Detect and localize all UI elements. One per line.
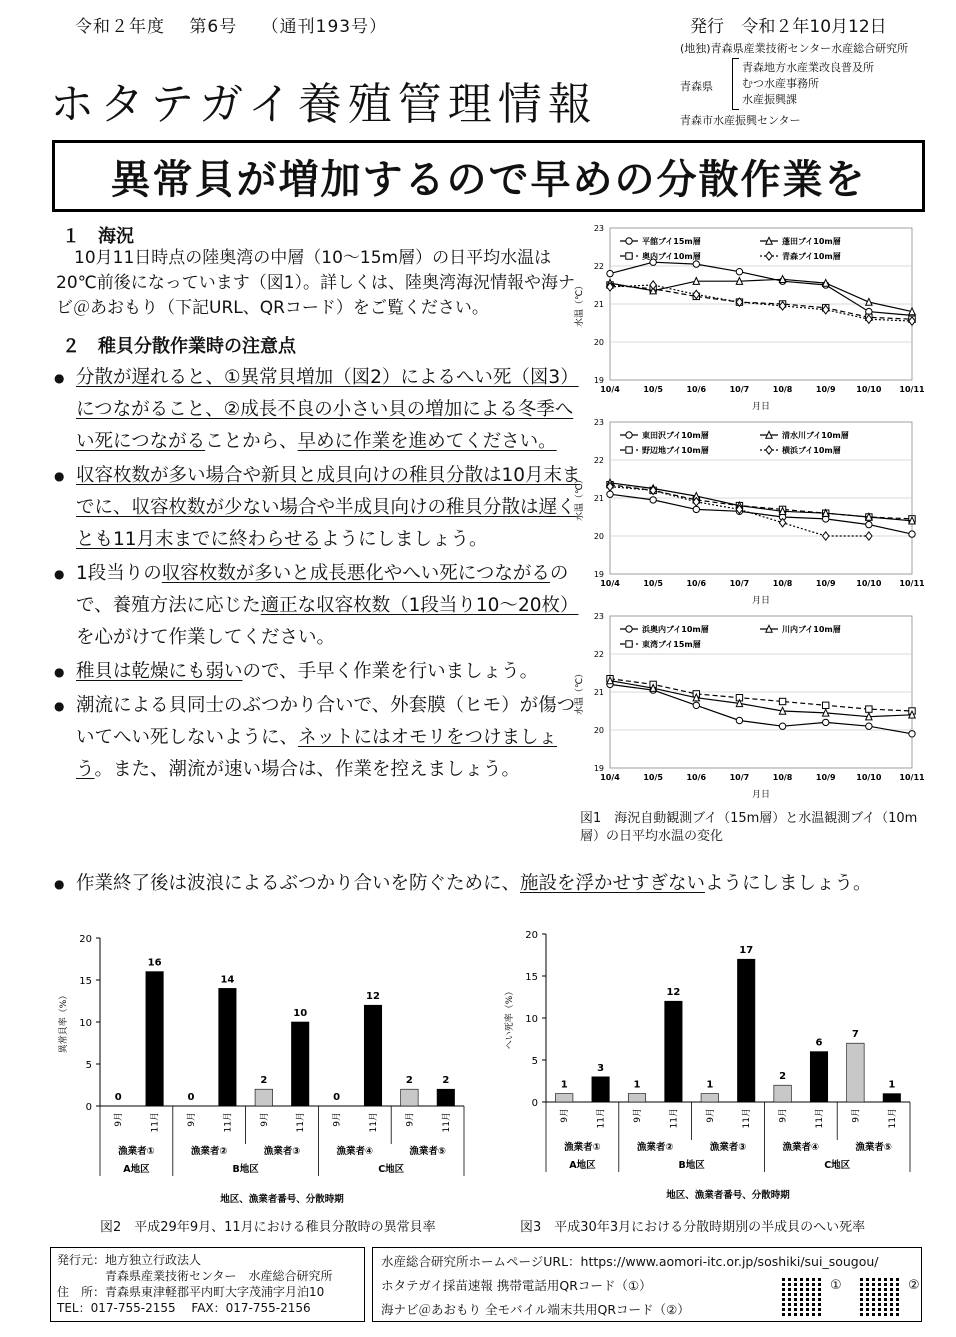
qr2-description: 海ナビ＠あおもり 全モバイル端末共用QRコード（②） [381, 1302, 690, 1317]
line-chart-3 [572, 606, 925, 804]
bullet-2 [52, 460, 582, 556]
x-axis-label: 月日 [751, 596, 771, 606]
x-tick-label: 10/6 [686, 385, 707, 394]
month-label: 11月 [887, 1108, 898, 1129]
month-label: 11月 [296, 1112, 307, 1133]
x-tick-label: 10/6 [686, 579, 707, 588]
data-point [736, 269, 742, 275]
y-axis-label: 水温（℃） [575, 668, 585, 716]
bar-value-label: 2 [260, 1075, 268, 1087]
area-label: C地区 [378, 1164, 405, 1175]
bar [255, 1089, 272, 1106]
y-tick-label: 23 [593, 612, 604, 621]
bar-chart-abnormal-rate [52, 928, 472, 1210]
month-label: 11月 [742, 1108, 753, 1129]
bullet-6-text-2: ようにしましょう。 [705, 873, 872, 894]
footer-publisher [50, 1247, 365, 1322]
area-label: A地区 [123, 1164, 150, 1175]
x-tick-label: 10/8 [772, 385, 793, 394]
fisher-label: 漁業者⑤ [855, 1142, 892, 1153]
bar-value-label: 0 [333, 1092, 341, 1103]
month-label: 9月 [560, 1108, 571, 1123]
footer-line: 青森県産業技術センター 水産総合研究所 [57, 1269, 333, 1283]
data-point [866, 298, 872, 305]
bar-value-label: 0 [114, 1092, 122, 1103]
y-tick-label: 23 [593, 418, 604, 427]
bullet-5 [52, 690, 582, 786]
month-label: 9月 [633, 1108, 643, 1123]
fisher-label: 漁業者① [118, 1146, 155, 1157]
month-label: 11月 [815, 1108, 825, 1129]
bullet-6-underlined: 施設を浮かせすぎない [520, 873, 706, 894]
bullet-4-text: ので、手早く作業を行いましょう。 [242, 661, 539, 682]
bullet-5-underlined: ネットにはオモリをつけましょう [76, 727, 558, 780]
line-chart-2 [572, 412, 925, 610]
x-tick-label: 10/9 [815, 579, 836, 588]
data-point [693, 702, 699, 708]
bar-value-label: 2 [442, 1075, 450, 1087]
publish-date: 令和２年10月12日 [741, 17, 887, 37]
bar-value-label: 14 [220, 974, 235, 986]
area-label: B地区 [678, 1160, 705, 1171]
y-tick-label: 20 [593, 532, 604, 541]
y-tick-label: 19 [593, 764, 604, 773]
qr-code-1[interactable] [782, 1276, 822, 1316]
bullet-3-underlined-2: 適正な収容枚数（1段当り10～20枚） [260, 595, 579, 616]
data-point [626, 238, 632, 244]
office-item: 青森地方水産業改良普及所 [742, 61, 874, 74]
area-label: B地区 [232, 1164, 259, 1175]
bullet-3 [52, 558, 582, 654]
x-tick-label: 10/6 [686, 773, 707, 782]
x-tick-label: 10/4 [600, 385, 620, 394]
footer-line: 発行元：地方独立行政法人 [57, 1253, 202, 1267]
legend-label: 川内ブイ10m層 [782, 625, 841, 634]
serial-number: （通刊193号） [261, 17, 388, 37]
bullet-4 [52, 656, 582, 688]
month-label: 11月 [150, 1112, 161, 1133]
data-point [607, 491, 613, 497]
month-label: 11月 [669, 1108, 680, 1129]
y-tick-label: 21 [593, 494, 604, 503]
fisher-label: 漁業者④ [782, 1142, 820, 1153]
bar-value-label: 2 [779, 1071, 787, 1083]
x-tick-label: 10/8 [772, 579, 793, 588]
publisher-org: (地独)青森県産業技術センター水産総合研究所 [680, 42, 909, 55]
month-label: 11月 [441, 1112, 452, 1133]
legend-label: 平舘ブイ15m層 [642, 237, 701, 246]
bar [737, 959, 754, 1102]
y-tick-label: 20 [593, 726, 604, 735]
qr1-description: ホタテガイ採苗速報 携帯電話用QRコード（①） [381, 1278, 652, 1293]
fisher-label: 漁業者④ [336, 1146, 374, 1157]
x-tick-label: 10/9 [815, 773, 836, 782]
legend-label: 東田沢ブイ10m層 [642, 431, 709, 440]
legend-label: 奥内ブイ10m層 [642, 252, 701, 261]
month-label: 9月 [114, 1112, 125, 1127]
bar [701, 1094, 718, 1102]
month-label: 9月 [187, 1112, 197, 1127]
bar [291, 1022, 308, 1106]
y-tick-label: 20 [525, 930, 538, 941]
bullet-3-text-2: ので、養殖方法に応じた [76, 563, 569, 616]
data-point [626, 432, 632, 438]
homepage-url[interactable]: 水産総合研究所ホームページURL：https://www.aomori-itc.or.jp/soshiki/sui_sougou/ [381, 1254, 879, 1269]
bullet-3-text: 1段当りの [76, 563, 162, 584]
qr1-label: ① [830, 1278, 842, 1293]
data-point [693, 506, 699, 512]
issue-number: 第6号 [189, 17, 238, 37]
data-point [626, 641, 632, 647]
data-point [766, 446, 772, 454]
bullet-6 [52, 868, 956, 900]
y-tick-label: 5 [531, 1056, 538, 1067]
qr2-label: ② [908, 1278, 920, 1293]
bar [401, 1089, 418, 1106]
data-point [779, 698, 785, 704]
line-chart-1 [572, 218, 925, 416]
publisher-pref: 青森県 [680, 80, 713, 93]
bullet-3-underlined: 収容枚数が多いと成長悪化やへい死につながる [161, 563, 550, 584]
x-tick-label: 10/4 [600, 579, 620, 588]
month-label: 9月 [778, 1108, 789, 1123]
month-label: 9月 [405, 1112, 416, 1127]
bar [555, 1094, 572, 1102]
fisher-label: 漁業者② [636, 1142, 674, 1153]
x-tick-label: 10/11 [899, 773, 925, 782]
footer-line: TEL：017-755-2155 FAX：017-755-2156 [57, 1301, 311, 1315]
y-tick-label: 15 [525, 972, 538, 983]
bar-value-label: 3 [597, 1062, 605, 1074]
data-point [866, 532, 872, 540]
bar [628, 1094, 645, 1102]
office-list [742, 60, 874, 108]
y-tick-label: 22 [593, 456, 604, 465]
y-tick-label: 20 [79, 934, 92, 945]
x-tick-label: 10/5 [643, 773, 663, 782]
data-point [650, 497, 656, 503]
bar-value-label: 1 [706, 1079, 714, 1091]
y-tick-label: 22 [593, 262, 604, 271]
bullet-1-text: ことから、 [205, 431, 298, 452]
data-point [823, 532, 829, 540]
bar [219, 988, 236, 1106]
y-tick-label: 0 [531, 1098, 538, 1109]
bar-value-label: 17 [739, 945, 754, 957]
y-tick-label: 21 [593, 688, 604, 697]
x-tick-label: 10/7 [729, 385, 750, 394]
bullet-5-text: 潮流による貝同士のぶつかり合いで、外套膜（ヒモ）が傷ついてへい死しないように、 [76, 695, 576, 748]
bar-value-label: 1 [633, 1079, 641, 1091]
bar [592, 1077, 609, 1102]
bullet-4-underlined: 稚貝は乾燥にも弱い [76, 661, 243, 682]
data-point [766, 252, 772, 260]
data-point [607, 270, 613, 276]
issue-info [75, 12, 405, 37]
month-label: 11月 [596, 1108, 607, 1129]
x-tick-label: 10/5 [643, 579, 663, 588]
data-point [693, 261, 699, 267]
bar [810, 1052, 827, 1102]
x-tick-label: 10/10 [856, 579, 882, 588]
x-tick-label: 10/10 [856, 385, 882, 394]
y-axis-label: 異常貝率（%） [59, 990, 69, 1054]
bar [146, 972, 163, 1106]
bar-value-label: 2 [405, 1075, 413, 1087]
data-point [866, 723, 872, 729]
month-label: 9月 [851, 1108, 862, 1123]
office-item: むつ水産事務所 [742, 77, 819, 90]
y-tick-label: 19 [593, 376, 604, 385]
x-tick-label: 10/10 [856, 773, 882, 782]
y-axis-label: へい死率（%） [505, 986, 515, 1050]
publish-info [690, 12, 899, 37]
headline: 異常貝が増加するので早めの分散作業を [52, 140, 925, 212]
bar-value-label: 16 [147, 957, 162, 969]
bar [883, 1094, 900, 1102]
legend-label: 清水川ブイ10m層 [782, 431, 849, 440]
x-axis-label: 月日 [751, 402, 771, 412]
x-tick-label: 10/7 [729, 579, 750, 588]
x-tick-label: 10/7 [729, 773, 750, 782]
bullet-1-underlined-2: 早めに作業を進めてください。 [297, 431, 557, 452]
data-point [626, 253, 632, 259]
qr-code-2[interactable] [860, 1276, 900, 1316]
bullet-2-text: ようにしましょう。 [321, 529, 488, 550]
month-label: 11月 [223, 1112, 234, 1133]
legend-label: 横浜ブイ10m層 [782, 446, 841, 455]
data-point [626, 447, 632, 453]
legend-label: 青森ブイ10m層 [782, 252, 841, 261]
bullet-2-underlined: 収容枚数が多い場合や新貝と成貝向けの稚貝分散は10月末までに、収容枚数が少ない場合や半成貝向けの稚貝分散は遅くとも11月末までに終わらせる [76, 465, 581, 550]
legend-label: 野辺地ブイ10m層 [642, 446, 709, 455]
bullet-6-text: 作業終了後は波浪によるぶつかり合いを防ぐために、 [76, 873, 521, 894]
bullet-1-underlined: 分散が遅れると、①異常貝増加（図2）によるへい死（図3）につながること、②成長不良の小さい貝の増加による冬季へい死につながる [76, 367, 579, 452]
month-label: 9月 [705, 1108, 716, 1123]
month-label: 9月 [259, 1112, 270, 1127]
bullet-list [52, 362, 582, 788]
figure3-caption: 図3 平成30年3月における分散時期別の半成貝のへい死率 [520, 1220, 866, 1235]
data-point [779, 723, 785, 729]
bar-value-label: 0 [187, 1092, 195, 1103]
bar-value-label: 1 [888, 1079, 896, 1091]
data-point [909, 731, 915, 737]
y-tick-label: 10 [525, 1014, 538, 1025]
y-tick-label: 10 [79, 1018, 92, 1029]
publish-label: 発行 [690, 17, 724, 37]
y-tick-label: 15 [79, 976, 92, 987]
office-bracket [732, 58, 739, 110]
bar [437, 1089, 454, 1106]
x-tick-label: 10/11 [899, 385, 925, 394]
bullet-1 [52, 362, 582, 458]
bar [774, 1085, 791, 1102]
masthead-title: ホタテガイ養殖管理情報 [50, 79, 598, 130]
y-tick-label: 19 [593, 570, 604, 579]
bar-value-label: 12 [666, 987, 681, 999]
bar-value-label: 10 [293, 1008, 308, 1019]
y-tick-label: 0 [85, 1102, 92, 1113]
x-tick-label: 10/4 [600, 773, 620, 782]
bar-value-label: 12 [366, 991, 380, 1003]
y-tick-label: 20 [593, 338, 604, 347]
data-point [823, 719, 829, 725]
data-point [626, 626, 632, 632]
area-label: C地区 [824, 1160, 851, 1171]
x-axis-label: 地区、漁業者番号、分散時期 [666, 1190, 790, 1201]
y-tick-label: 22 [593, 650, 604, 659]
section2-title: ２ 稚貝分散作業時の注意点 [62, 336, 296, 357]
x-tick-label: 10/9 [815, 385, 836, 394]
bullet-5-text-2: 。また、潮流が速い場合は、作業を控えましょう。 [94, 759, 521, 780]
footer-line: 住 所：青森県東津軽郡平内町大字茂浦字月泊10 [57, 1285, 325, 1299]
x-tick-label: 10/11 [899, 579, 925, 588]
y-tick-label: 5 [85, 1060, 92, 1071]
data-point [909, 531, 915, 537]
x-tick-label: 10/8 [772, 773, 793, 782]
bar [364, 1005, 381, 1106]
office-item: 水産振興課 [742, 93, 797, 106]
fisher-label: 漁業者⑤ [409, 1146, 446, 1157]
legend-label: 東湾ブイ15m層 [642, 640, 701, 649]
bar-value-label: 6 [815, 1037, 823, 1049]
month-label: 11月 [369, 1112, 379, 1133]
data-point [866, 521, 872, 527]
figure1-caption: 図1 海況自動観測ブイ（15m層）と水温観測ブイ（10m層）の日平均水温の変化 [580, 811, 918, 844]
bullet-3-text-3: を心がけて作業してください。 [76, 627, 336, 648]
bar-chart-mortality-rate [498, 924, 928, 1210]
figure2-caption: 図2 平成29年9月、11月における稚貝分散時の異常貝率 [100, 1220, 436, 1235]
bar-value-label: 7 [851, 1029, 859, 1041]
y-tick-label: 23 [593, 224, 604, 233]
fisher-label: 漁業者① [564, 1142, 601, 1153]
fisher-label: 漁業者② [190, 1146, 228, 1157]
fisher-label: 漁業者③ [709, 1142, 747, 1153]
publisher-city: 青森市水産振興センター [680, 114, 801, 127]
data-point [823, 702, 829, 708]
section1-title: １ 海況 [62, 226, 134, 247]
bar [665, 1001, 682, 1102]
legend-label: 蓬田ブイ10m層 [782, 237, 841, 246]
x-axis-label: 地区、漁業者番号、分散時期 [220, 1194, 344, 1205]
data-point [866, 706, 872, 712]
fisher-label: 漁業者③ [263, 1146, 301, 1157]
y-axis-label: 水温（℃） [575, 280, 585, 328]
y-tick-label: 21 [593, 300, 604, 309]
bar-value-label: 1 [560, 1079, 568, 1091]
data-point [736, 717, 742, 723]
area-label: A地区 [569, 1160, 596, 1171]
x-axis-label: 月日 [751, 790, 771, 800]
month-label: 9月 [332, 1112, 343, 1127]
x-tick-label: 10/5 [643, 385, 663, 394]
bar [847, 1043, 864, 1102]
y-axis-label: 水温（℃） [575, 474, 585, 522]
fiscal-year: 令和２年度 [75, 17, 165, 37]
legend-label: 浜奥内ブイ10m層 [642, 625, 709, 634]
section1-text: 10月11日時点の陸奥湾の中層（10～15m層）の日平均水温は20℃前後になっています（図1）。詳しくは、陸奥湾海況情報や海ナビ＠あおもり（下記URL、QRコード）をご覧ください。 [56, 248, 576, 318]
